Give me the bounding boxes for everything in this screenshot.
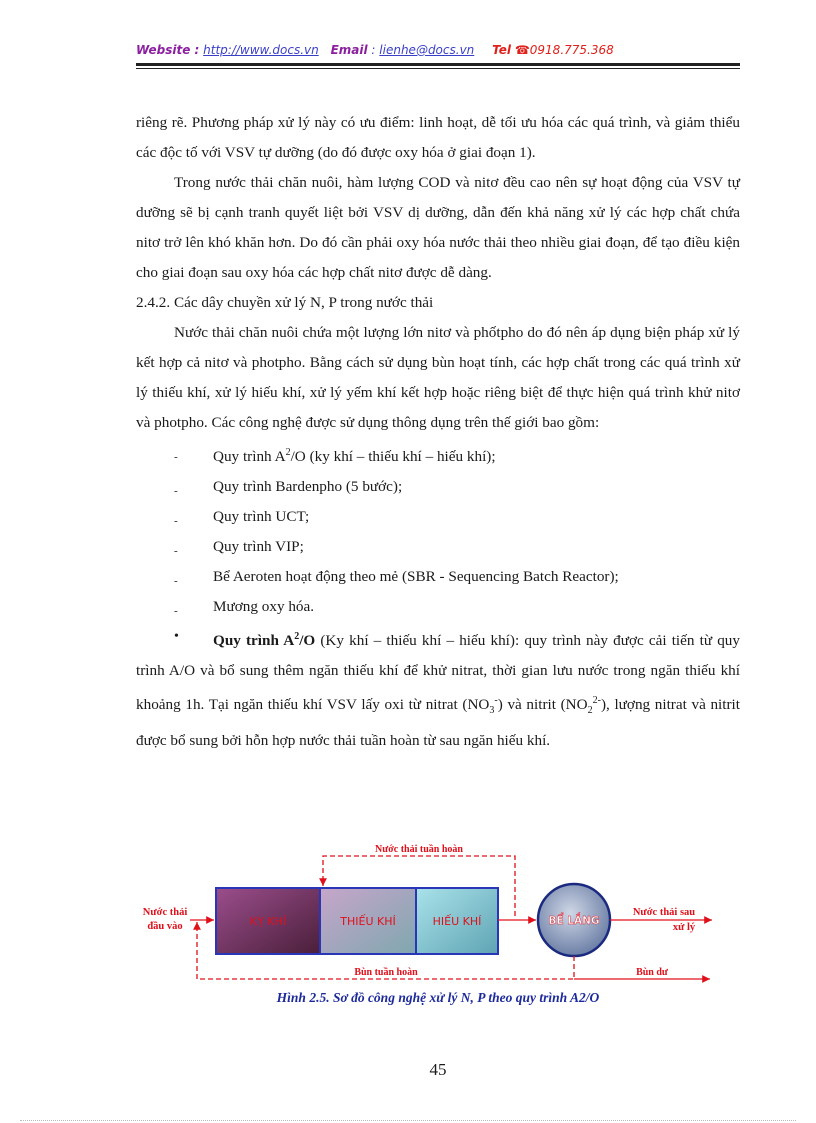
website-label: Website : bbox=[136, 43, 200, 57]
clarifier-label: BỂ LẮNG bbox=[548, 915, 600, 927]
list-item: - Quy trình $A^2/O$ (ky khí – thiếu khí – hiếu khí); bbox=[174, 447, 496, 466]
page-number: 45 bbox=[429, 1060, 447, 1079]
list-item: - Quy trình VIP; bbox=[174, 538, 304, 558]
paragraph-3: Nước thải chăn nuôi chứa một lượng lớn nitơ và phốtpho do đó nên áp dụng biện pháp xử lý kết hợp cả nitơ và photpho. Bằng cách sử dụng bùn hoạt tính, các hợp chất trong các quá trình xử lý thiếu khí, xử lý hiếu khí, xử lý yếm khí kết hợp hoặc riêng biệt để thực hiện quá trình khử nitơ và photpho. Các công nghệ được sử dụng thông dụng trên thế giới bao gồm: bbox=[136, 324, 740, 431]
list-item: - Bể Aeroten hoạt động theo mẻ (SBR - Sequencing Batch Reactor); bbox=[174, 568, 619, 588]
inlet-label-2: đầu vào bbox=[147, 921, 183, 932]
inlet-label-1: Nước thải bbox=[142, 907, 188, 918]
bullet-paragraph: • Quy trình $A^2/O$ (Ky khí – thiếu khí – hiếu khí): quy trình này được cải tiến từ quy trình A/O và bổ sung thêm ngăn thiếu khí để khử nitrat, thời gian lưu nước trong ngăn thiếu khí khoảng 1h. Tại ngăn thiếu khí VSV lấy oxi từ nitrat $(NO_3^-)$ và nitrit $(NO_2^{2-})$, lượng nitrat và nitrit được bổ sung bởi hỗn hợp nước thải tuần hoàn từ sau ngăn hiếu khí. bbox=[136, 622, 740, 756]
tank-anaerobic-label: KỴ KHÍ bbox=[249, 915, 287, 928]
process-list bbox=[136, 438, 740, 622]
list-item: - Quy trình Bardenpho (5 bước); bbox=[174, 478, 403, 498]
figure-caption: Hình 2.5. Sơ đồ công nghệ xử lý N, P theo quy trình A2/O bbox=[276, 990, 600, 1005]
paragraph-2: Trong nước thải chăn nuôi, hàm lượng COD và nitơ đều cao nên sự hoạt động của VSV tự dưỡng sẽ bị cạnh tranh quyết liệt bởi VSV dị dưỡng, dẫn đến khả năng xử lý các hợp chất chứa nitơ trở lên khó khăn hơn. Do đó cần phải oxy hóa nước thải theo nhiều giai đoạn, để tạo điều kiện cho giai đoạn sau oxy hóa các hợp chất nitơ được dễ dàng. bbox=[136, 174, 740, 281]
excess-sludge-label: Bùn dư bbox=[636, 967, 668, 978]
header-rule-thick bbox=[136, 63, 740, 66]
bullet-icon: • bbox=[174, 629, 179, 645]
outlet-label-1: Nước thải sau bbox=[632, 907, 696, 918]
page-header: Website : http://www.docs.vn Email : lienhe@docs.vn Tel ☎0918.775.368 bbox=[136, 43, 614, 57]
header-rule-thin bbox=[136, 68, 740, 69]
footer-rule bbox=[20, 1120, 796, 1121]
email-link[interactable]: lienhe@docs.vn bbox=[379, 43, 475, 57]
tel-label: Tel bbox=[492, 43, 511, 57]
list-item: - Mương oxy hóa. bbox=[174, 598, 315, 618]
page-content bbox=[136, 108, 740, 756]
website-link[interactable]: http://www.docs.vn bbox=[203, 43, 319, 57]
phone-icon: ☎ bbox=[514, 43, 530, 57]
outlet-label-2: xử lý bbox=[672, 922, 696, 933]
return-sludge-label: Bùn tuần hoàn bbox=[354, 967, 418, 978]
tank-aerobic-label: HIẾU KHÍ bbox=[432, 915, 482, 928]
list-item: - Quy trình UCT; bbox=[174, 508, 310, 528]
section-heading: 2.4.2. Các dây chuyền xử lý N, P trong nước thải bbox=[136, 294, 434, 311]
tank-anoxic-label: THIẾU KHÍ bbox=[340, 915, 396, 928]
email-label: Email bbox=[330, 43, 368, 57]
paragraph-1: riêng rẽ. Phương pháp xử lý này có ưu điểm: linh hoạt, dễ tối ưu hóa các quá trình, và giảm thiểu các độc tố với VSV tự dưỡng (do đó được oxy hóa ở giai đoạn 1). bbox=[136, 114, 740, 161]
tel-value: 0918.775.368 bbox=[529, 43, 614, 57]
a2o-process-diagram bbox=[130, 838, 720, 1008]
recycle-water-label: Nước thải tuần hoàn bbox=[375, 844, 463, 855]
